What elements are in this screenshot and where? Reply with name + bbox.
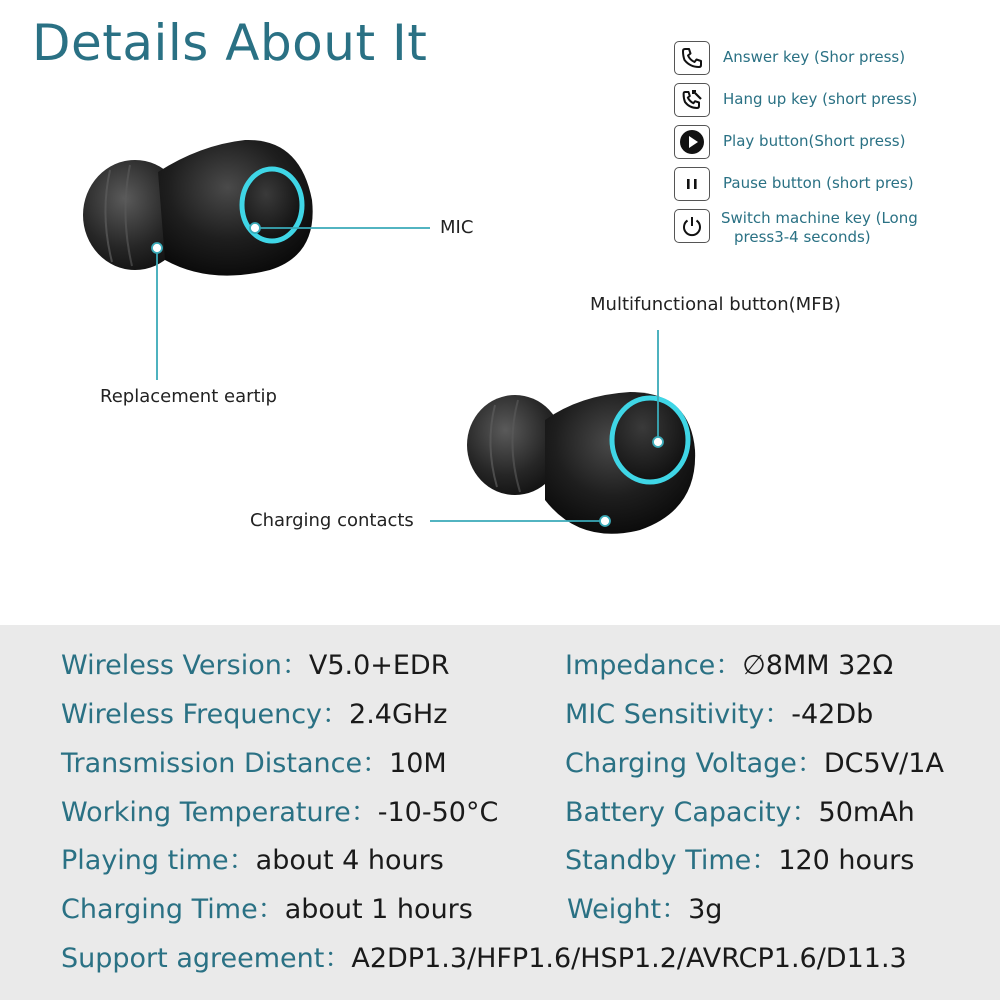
spec-label: Charging Voltage： (565, 748, 824, 779)
spec-mic-sensitivity (565, 698, 873, 732)
spec-label: Wireless Version： (61, 650, 309, 681)
spec-label: Playing time： (61, 845, 256, 876)
key-label-answer: Answer key (Shor press) (723, 48, 906, 66)
mic-callout: MIC (440, 217, 474, 238)
spec-label: Battery Capacity： (565, 797, 819, 828)
eartip-callout-dot (152, 243, 162, 253)
spec-wireless-version (61, 649, 450, 683)
charging-callout: Charging contacts (250, 510, 414, 531)
key-label-pause: Pause button (short pres) (723, 174, 914, 192)
spec-value: ∅8MM 32Ω (742, 650, 894, 681)
spec-wireless-frequency (61, 698, 447, 732)
spec-value: 120 hours (778, 845, 915, 876)
key-label-play: Play button(Short press) (723, 132, 906, 150)
mfb-callout-dot (653, 437, 663, 447)
eartip-callout: Replacement eartip (100, 386, 277, 407)
pause-icon (674, 167, 710, 201)
spec-label: Wireless Frequency： (61, 699, 350, 730)
spec-support-agreement (61, 942, 907, 976)
spec-label: Transmission Distance： (61, 748, 390, 779)
key-label-power (721, 209, 918, 247)
key-row-hangup (674, 83, 994, 117)
power-icon (674, 209, 710, 243)
spec-charging-voltage (565, 747, 944, 781)
specs-panel (0, 625, 1000, 1000)
spec-value: 2.4GHz (349, 699, 448, 730)
key-row-answer (674, 41, 994, 75)
spec-value: 10M (389, 748, 447, 779)
spec-transmission-distance (61, 747, 447, 781)
spec-battery-capacity (565, 796, 915, 830)
spec-value: A2DP1.3/HFP1.6/HSP1.2/AVRCP1.6/D11.3 (351, 943, 907, 974)
spec-value: about 1 hours (284, 894, 473, 925)
spec-value: V5.0+EDR (308, 650, 450, 681)
spec-charging-time (61, 893, 473, 927)
phone-answer-icon (674, 41, 710, 75)
spec-label: Standby Time： (565, 845, 779, 876)
spec-label: Support agreement： (61, 943, 352, 974)
spec-label: MIC Sensitivity： (565, 699, 792, 730)
key-label-power-line2: press3-4 seconds) (734, 228, 871, 246)
charging-callout-dot (600, 516, 610, 526)
spec-value: about 4 hours (255, 845, 444, 876)
spec-impedance (565, 649, 893, 683)
page-title: Details About It (32, 14, 428, 72)
key-row-pause (674, 167, 994, 201)
spec-value: -10-50°C (377, 797, 499, 828)
spec-value: DC5V/1A (823, 748, 944, 779)
spec-label: Charging Time： (61, 894, 285, 925)
earbud-bottom (467, 392, 695, 534)
spec-label: Working Temperature： (61, 797, 378, 828)
mic-callout-dot (250, 223, 260, 233)
key-row-play (674, 125, 994, 159)
spec-weight (567, 893, 722, 927)
spec-value: 50mAh (818, 797, 915, 828)
spec-label: Impedance： (565, 650, 743, 681)
spec-standby-time (565, 844, 914, 878)
spec-playing-time (61, 844, 444, 878)
spec-working-temperature (61, 796, 498, 830)
spec-value: 3g (688, 894, 723, 925)
mfb-callout: Multifunctional button(MFB) (590, 294, 841, 315)
play-icon (674, 125, 710, 159)
key-label-hangup: Hang up key (short press) (723, 90, 918, 108)
spec-value: -42Db (791, 699, 874, 730)
key-label-power-line1: Switch machine key (Long (721, 209, 918, 227)
key-row-power (674, 209, 994, 247)
earbud-top (83, 140, 313, 276)
spec-label: Weight： (567, 894, 689, 925)
phone-hangup-icon (674, 83, 710, 117)
